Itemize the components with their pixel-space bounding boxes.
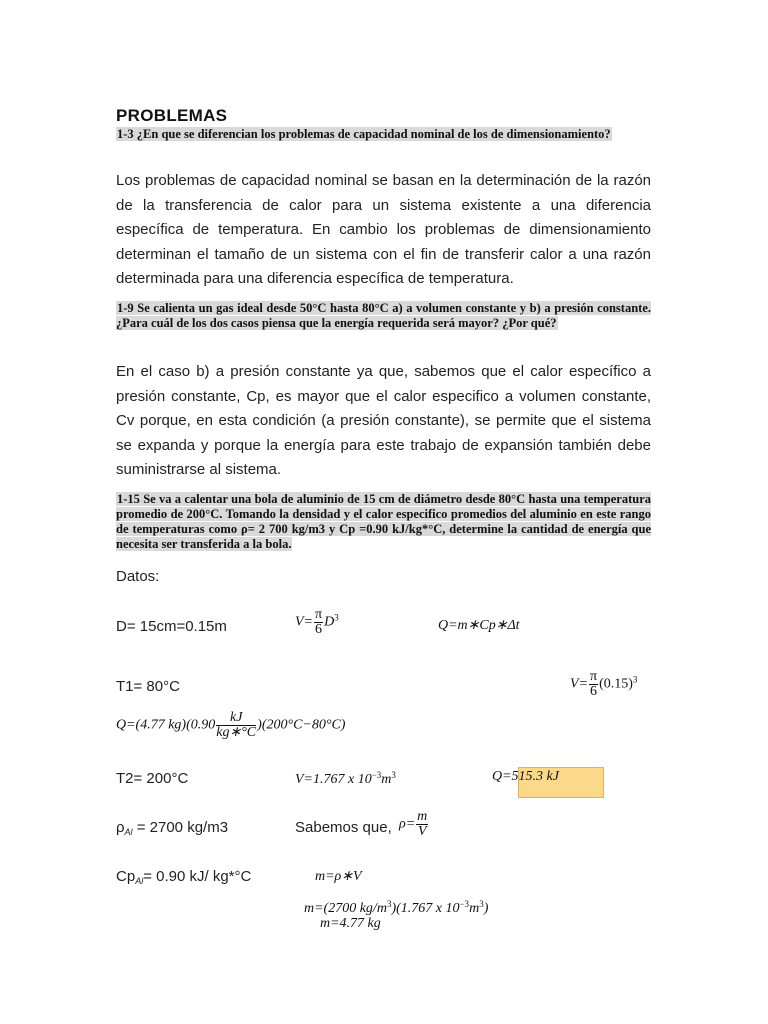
- density-value: $\rho_{Al} = 2700$ kg/m3: [116, 819, 229, 837]
- question-1-3: [116, 127, 651, 142]
- datos-heading: Datos:: [116, 568, 160, 585]
- t2-value: T2= 200°C: [116, 770, 189, 787]
- question-label: 1-15 Se va a calentar una bola de aluminio de 15 cm de diámetro desde 80°C hasta una temperatura promedio de 200°C. Tomando la densidad y el calor especifico promedios del aluminio en este rango de temperaturas como ρ= 2 700 kg/m3 y Cp =0.90 kJ/kg*°C, determine la cantidad de energía que necesita ser transferida a la bola.: [116, 492, 651, 551]
- volume-formula: V= $\frac{\pi}{6}$ $D^3$: [295, 607, 339, 637]
- page-title: PROBLEMAS: [116, 106, 228, 125]
- mass-formula: m=ρ∗V: [315, 869, 362, 884]
- question-1-9: [116, 301, 651, 331]
- answer-1-3: Los problemas de capacidad nominal se basan en la determinación de la razón de la transferencia de calor para un sistema existente a una diferencia específica de temperatura. En cambio los problemas de dimensionamiento determinan el tamaño de un sistema con el fin de transferir calor a una razón determinada para una diferencia específica de temperatura.: [116, 172, 651, 287]
- heat-result: Q=515.3 kJ: [492, 769, 559, 784]
- heat-formula: Q=m∗Cp∗Δt: [438, 618, 520, 633]
- volume-substitution: V= $\frac{\pi}{6}$ $(0.15)^3$: [570, 669, 638, 699]
- cp-value: $Cp_{Al}= 0.90$ kJ/ kg*°C: [116, 868, 252, 886]
- answer-1-9: En el caso b) a presión constante ya que, sabemos que el calor específico a presión constante, Cp, es mayor que el calor especifico a volumen constante, Cv porque, en esta condición (a presión constante), se permite que el sistema se expanda y porque la energía para este trabajo de expansión también debe suministrarse al sistema.: [116, 363, 651, 478]
- density-formula: ρ= $\frac{m}{V}$: [399, 809, 428, 839]
- question-label: 1-3 ¿En que se diferencian los problemas de capacidad nominal de los de dimensionamiento?: [117, 127, 611, 141]
- diameter-value: D= 15cm=0.15m: [116, 618, 227, 635]
- mass-substitution: m=(2700 $kg/m^3)(1.767$ x $10^{-3}m^3$): [304, 899, 489, 916]
- heat-substitution: Q=(4.77 kg)(0.90 $\frac{kJ}{kg∗^\circ C}$ )(200°C−80°C): [116, 710, 346, 740]
- t1-value: T1= 80°C: [116, 678, 180, 695]
- sabemos-text: Sabemos que,: [295, 819, 392, 836]
- question-label: 1-9 Se calienta un gas ideal desde 50°C hasta 80°C a) a volumen constante y b) a presión constante. ¿Para cuál de los dos casos piensa que la energía requerida será mayor? ¿Por qué?: [116, 301, 651, 330]
- question-1-15: [116, 492, 651, 552]
- mass-result: m=4.77 kg: [320, 916, 381, 931]
- volume-result: V=1.767 x $10^{-3}m^3$: [295, 770, 396, 787]
